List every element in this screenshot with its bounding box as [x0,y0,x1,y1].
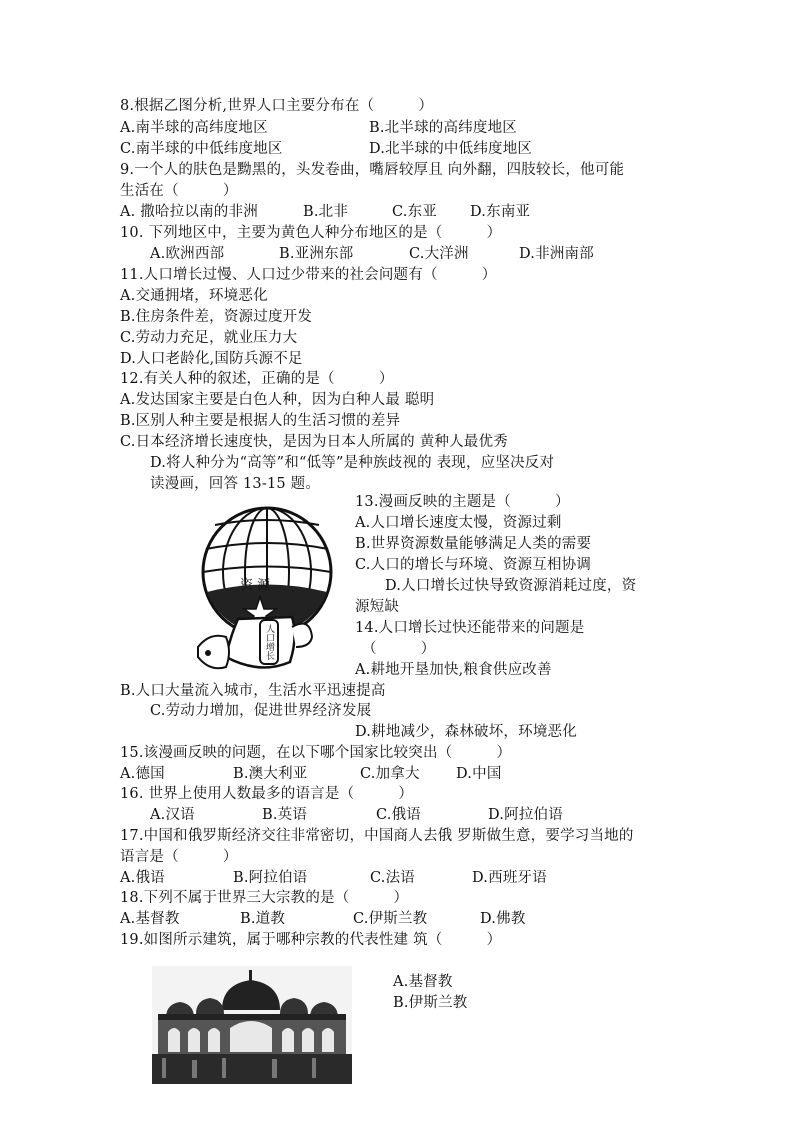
q13-option-d-line2[interactable]: 源短缺 [355,599,400,615]
q9-option-a[interactable]: A. 撒哈拉以南的非洲 [120,204,258,220]
q11-option-a[interactable]: A.交通拥堵，环境恶化 [120,288,268,304]
q9-option-d[interactable]: D.东南亚 [470,204,531,220]
q12-stem: 12.有关人种的叙述，正确的是（ ） [120,371,394,387]
mosque-photo [152,966,352,1084]
q9-stem-line2: 生活在（ ） [120,183,238,199]
q17-option-c[interactable]: C.法语 [370,870,415,886]
q13-option-a[interactable]: A.人口增长速度太慢，资源过剩 [355,515,562,531]
cartoon-intro: 读漫画，回答 13-15 题。 [150,476,321,492]
q14-option-c[interactable]: C.劳动力增加，促进世界经济发展 [150,703,372,719]
figure-population-label: 人口增长 [264,624,274,660]
q18-stem: 18.下列不属于世界三大宗教的是（ ） [120,890,409,906]
q12-option-d[interactable]: D.将人种分为“高等”和“低等”是种族歧视的 表现，应坚决反对 [150,455,555,471]
q18-option-c[interactable]: C.伊斯兰教 [353,911,428,927]
q11-stem: 11.人口增长过慢、人口过少带来的社会问题有（ ） [120,267,497,283]
q13-option-d-line1[interactable]: D.人口增长过快导致资源消耗过度，资 [385,578,637,594]
q15-option-b[interactable]: B.澳大利亚 [233,766,308,782]
q11-option-b[interactable]: B.住房条件差，资源过度开发 [120,309,313,325]
q18-option-b[interactable]: B.道教 [240,911,286,927]
q15-option-d[interactable]: D.中国 [456,766,502,782]
q9-stem-line1: 9.一个人的肤色是黝黑的，头发卷曲，嘴唇较厚且 向外翻，四肢较长，他可能 [120,162,625,178]
q14-stem-line1: 14.人口增长过快还能带来的问题是 [355,620,585,636]
q10-option-a[interactable]: A.欧洲西部 [150,246,225,262]
q10-stem: 10. 下列地区中，主要为黄色人种分布地区的是（ ） [120,225,502,241]
q12-option-a[interactable]: A.发达国家主要是白色人种，因为白种人最 聪明 [120,392,435,408]
q16-option-d[interactable]: D.阿拉伯语 [488,807,563,823]
q8-option-c[interactable]: C.南半球的中低纬度地区 [120,141,283,157]
q14-option-d[interactable]: D.耕地减少，森林破坏，环境恶化 [355,724,577,740]
q8-option-a[interactable]: A.南半球的高纬度地区 [120,120,268,136]
q16-stem: 16. 世界上使用人数最多的语言是（ ） [120,786,414,802]
q10-option-d[interactable]: D.非洲南部 [519,246,594,262]
q11-option-d[interactable]: D.人口老龄化,国防兵源不足 [120,351,303,367]
q17-stem-line1: 17.中国和俄罗斯经济交往非常密切，中国商人去俄 罗斯做生意，要学习当地的 [120,828,634,844]
population-resources-cartoon [180,497,355,682]
q9-option-b[interactable]: B.北非 [303,204,349,220]
q10-option-b[interactable]: B.亚洲东部 [279,246,354,262]
q12-option-b[interactable]: B.区别人种主要是根据人的生活习惯的差异 [120,413,401,429]
q19-option-b[interactable]: B.伊斯兰教 [393,995,468,1011]
q18-option-a[interactable]: A.基督教 [120,911,180,927]
q19-stem: 19.如图所示建筑，属于哪种宗教的代表性建 筑（ ） [120,932,502,948]
q18-option-d[interactable]: D.佛教 [480,911,526,927]
globe-resources-label: 资 源 [240,578,271,593]
q17-option-d[interactable]: D.西班牙语 [472,870,547,886]
q16-option-a[interactable]: A.汉语 [150,807,195,823]
q14-stem-line2: （ ） [362,641,436,657]
q8-stem: 8.根据乙图分析,世界人口主要分布在（ ） [120,98,434,114]
q13-option-c[interactable]: C.人口的增长与环境、资源互相协调 [355,557,592,573]
q15-stem: 15.该漫画反映的问题，在以下哪个国家比较突出（ ） [120,745,512,761]
q10-option-c[interactable]: C.大洋洲 [409,246,469,262]
q14-option-a[interactable]: A.耕地开垦加快,粮食供应改善 [355,662,552,678]
q8-option-b[interactable]: B.北半球的高纬度地区 [369,120,517,136]
q19-option-a[interactable]: A.基督教 [393,974,453,990]
q16-option-b[interactable]: B.英语 [262,807,308,823]
q17-stem-line2: 语言是（ ） [120,849,238,865]
q13-option-b[interactable]: B.世界资源数量能够满足人类的需要 [355,536,592,552]
q11-option-c[interactable]: C.劳动力充足，就业压力大 [120,330,298,346]
q12-option-c[interactable]: C.日本经济增长速度快，是因为日本人所属的 黄种人最优秀 [120,434,508,450]
q16-option-c[interactable]: C.俄语 [376,807,421,823]
q15-option-c[interactable]: C.加拿大 [360,766,420,782]
q17-option-b[interactable]: B.阿拉伯语 [233,870,308,886]
q8-option-d[interactable]: D.北半球的中低纬度地区 [369,141,533,157]
q17-option-a[interactable]: A.俄语 [120,870,165,886]
q14-option-b[interactable]: B.人口大量流入城市，生活水平迅速提高 [120,683,386,699]
q15-option-a[interactable]: A.德国 [120,766,165,782]
q9-option-c[interactable]: C.东亚 [392,204,437,220]
q13-stem: 13.漫画反映的主题是（ ） [355,494,570,510]
